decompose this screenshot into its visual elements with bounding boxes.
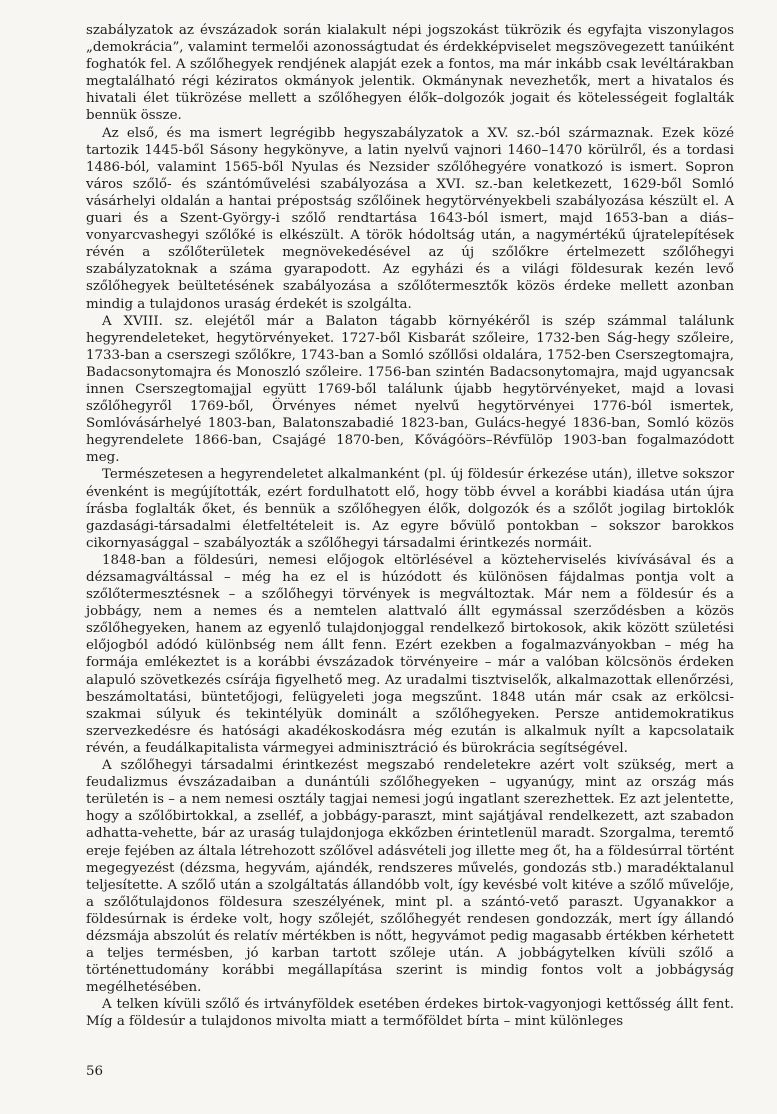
paragraph-3: A XVIII. sz. elejétől már a Balaton tágabb környékéről is szép számmal találunk hegyrendeleteket, hegytörvényeket. 1727-ből Kisbarát szőleire, 1732-ben Ság-hegy szőleire, 1733-ban a cserszegi szőlőkre, 1743-ban a Somló szőllősi oldalára, 1752-ben Cserszegtomajra, Badacsonytomajra és Monoszló szőleire. 1756-ban szintén Badacsonytomajra, majd ugyancsak innen Cserszegtomajjal együtt 1769-ből találunk újabb hegytörvényeket, majd a lovasi szőlőhegyről 1769-ből, Örvényes német nyelvű hegytörvényei 1776-ból ismertek, Somlóvásárhelyé 1803-ban, Balatonszabadié 1823-ban, Gulács-hegyé 1836-ban, Somló közös hegyrendelete 1866-ban, Csajágé 1870-ben, Kővágóörs–Révfülöp 1903-ban fogalmazódott meg. (86, 313, 734, 466)
body-text (86, 22, 734, 1031)
paragraph-7: A telken kívüli szőlő és irtványföldek esetében érdekes birtok-vagyonjogi kettősség állt fent. Míg a földesúr a tulajdonos mivolta miatt a termőföldet bírta – mint különleges (86, 997, 734, 1030)
paragraph-2: Az első, és ma ismert legrégibb hegyszabályzatok a XV. sz.-ból származnak. Ezek közé tartozik 1445-ből Sásony hegykönyve, a latin nyelvű vajnori 1460–1470 körülről, és a tordasi 1486-ból, valamint 1565-ből Nyulas és Nezsider szőlőhegyére vonatkozó is ismert. Sopron város szőlő- és szántóművelési szabályozása a XVI. sz.-ban keletkezett, 1629-ből Somló vásárhelyi oldalán a hantai prépostság szőlőinek hegytörvényekbeli szabályozása készült el. A guari és a Szent-György-i szőlő rendtartása 1643-ból ismert, majd 1653-ban a diás–vonyarcvashegyi szőlőké is elkészült. A török hódoltság után, a nagymértékű újratelepítések révén a szőlőterületek megnövekedésével az új szőlőkre értelmezett szőlőhegyi szabályzatoknak a száma gyarapodott. Az egyházi és a világi földesurak kezén levő szőlőhegyek beültetésének szabályozása a szőlőtermesztők közös érdeke mellett azonban mindig a tulajdonos uraság érdekét is szolgálta. (86, 125, 734, 312)
paragraph-6: A szőlőhegyi társadalmi érintkezést megszabó rendeletekre azért volt szükség, mert a feudalizmus évszázadaiban a dunántúli szőlőhegyeken – ugyanúgy, mint az ország más területén is – a nem nemesi osztály tagjai nemesi jogú ingatlant szerezhettek. Ez azt jelentette, hogy a szőlőbirtokkal, a zselléf, a jobbágy-paraszt, mint sajátjával rendelkezett, azt szabadon adhatta-vehette, bár az uraság tulajdonjoga ekkőzben érintetlenül maradt. Szorgalma, teremtő ereje fejében az általa létrehozott szőlővel adásvételi jog illette meg őt, ha a földesúrral történt megegyezést (dézsma, hegyvám, ajándék, rendszeres művelés, gondozás stb.) maradéktalanul teljesítette. A szőlő után a szolgáltatás állandóbb volt, így kevésbé volt kitéve a szőlő művelője, a szőlőtulajdonos földesura szeszélyének, mint pl. a szántó-vető paraszt. Ugyanakkor a földesúrnak is érdeke volt, hogy szőlejét, szőlőhegyét rendesen gondozzák, mert így állandó dézsmája abszolút és relatív mértékben is nőtt, hegyvámot pedig magasabb értékben kérhetett a teljes termésben, jó karban tartott szőleje után. A jobbágytelken kívüli szőlő a történettudomány korábbi megállapítása szerint is mindig fontos volt a jobbágyság megélhetésében. (86, 758, 734, 996)
paragraph-1: szabályzatok az évszázadok során kialakult népi jogszokást tükrözik és egyfajta viszonylagos „demokrácia”, valamint termelői azonosságtudat és érdekképviselet megszövegezett tanúiként foghatók fel. A szőlőhegyek rendjének alapját ezek a fontos, ma már inkább csak levéltárakban megtalálható régi kéziratos okmányok jelentik. Okmánynak nevezhetők, mert a hivatalos és hivatali élet tükrözése mellett a szőlőhegyen élők–dolgozók jogait és kötelességeit foglalták bennük össze. (86, 23, 734, 124)
paragraph-5: 1848-ban a földesúri, nemesi előjogok eltörlésével a közteherviselés kivívásával és a dézsamagváltással – még ha ez el is húzódott és különösen fájdalmas pontja volt a szőlőtermesztésnek – a szőlőhegyi törvények is megváltoztak. Már nem a földesúr és a jobbágy, nem a nemes és a nemtelen alattvaló állt egymással szerződésben a közös szőlőhegyeken, hanem az egyenlő tulajdonjoggal rendelkező birtokosok, akik között születési előjogból adódó különbség nem állt fenn. Ezért ezekben a fogalmazványokban – még ha formája emlékeztet is a korábbi évszázadok törvényeire – már a valóban kölcsönös érdeken alapuló szövetkezés csírája figyelhető meg. Az uradalmi tisztviselők, alkalmazottak ellenőrzési, beszámoltatási, büntetőjogi, felügyeleti joga megszűnt. 1848 után már csak az erkölcsi-szakmai súlyuk és tekintélyük dominált a szőlőhegyeken. Persze antidemokratikus szervezkedésre és hatósági akadékoskodásra még ezután is alkalmuk nyílt a kapcsolataik révén, a feudálkapitalista vármegyei adminisztráció és bürokrácia segítségével. (86, 552, 734, 756)
paragraph-4: Természetesen a hegyrendeletet alkalmanként (pl. új földesúr érkezése után), illetve sokszor évenként is megújították, ezért fordulhatott elő, hogy több évvel a korábbi kiadása után újra írásba foglalták őket, és bennük a szőlőhegyen élők, dolgozók és a szőlőt jogilag birtoklók gazdasági-társadalmi életfeltételeit is. Az egyre bővülő pontokban – sokszor barokkos cikornyasággal – szabályozták a szőlőhegyi társadalmi érintkezés normáit. (86, 467, 734, 551)
page-number: 56 (86, 1064, 104, 1079)
